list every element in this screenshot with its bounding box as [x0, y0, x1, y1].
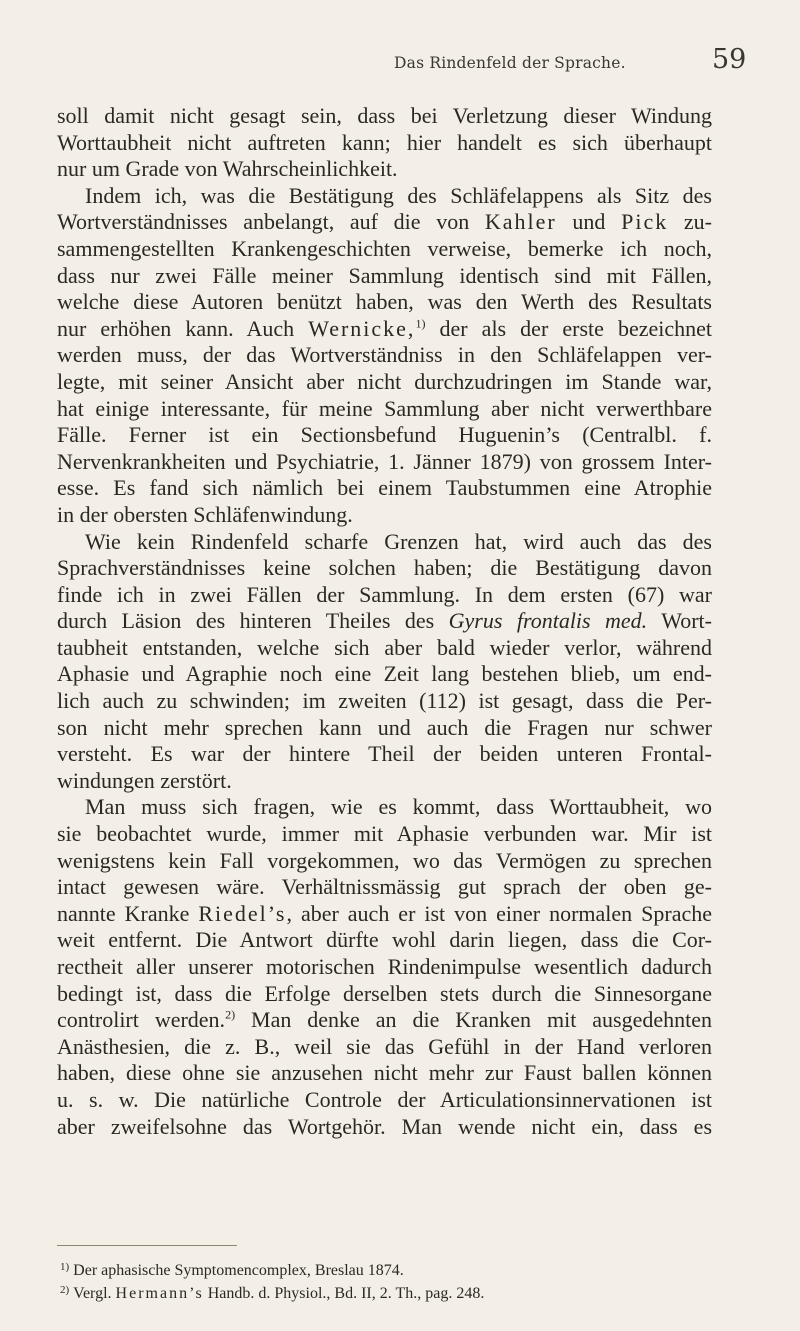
text-line: windungen zerstört. [57, 767, 232, 793]
footnotes [60, 1256, 700, 1302]
page-header [0, 44, 800, 84]
text-line: Nervenkrankheiten und Psychiatrie, 1. Jänner 1879) von grossem Inter- [57, 448, 712, 474]
text-line: esse. Es fand sich nämlich bei einem Taubstummen eine Atrophie [57, 475, 712, 501]
footnote [60, 1256, 700, 1279]
footnote-mark: 2) [60, 1284, 70, 1296]
text-line: legte, mit seiner Ansicht aber nicht durchzudringen im Stande war, [57, 368, 712, 394]
author-name: Hermann’s [115, 1285, 204, 1302]
text-line: wenigstens kein Fall vorgekommen, wo das Vermögen zu sprechen [57, 847, 712, 873]
text-line: Sprachverständnisses keine solchen haben; die Bestätigung davon [57, 555, 712, 581]
footnote-divider [57, 1245, 237, 1246]
text-line: sammengestellten Krankengeschichten verweise, bemerke ich noch, [57, 235, 712, 261]
body-text [57, 103, 712, 1140]
text-line: taubheit entstanden, welche sich aber bald wieder verlor, während [57, 634, 712, 660]
footnote: $^{2)}$ Vergl. Hermann’s Handb. d. Physiol., Bd. II, 2. Th., pag. 248. [60, 1284, 485, 1302]
text-line: welche diese Autoren benützt haben, was den Werth des Resultats [57, 289, 712, 315]
text-line: in der obersten Schläfenwindung. [57, 501, 353, 527]
author-name: Pick [621, 209, 669, 235]
text-line: aber zweifelsohne das Wortgehör. Man wende nicht ein, dass es [57, 1113, 712, 1139]
text-line: son nicht mehr sprechen kann und auch die Fragen nur schwer [57, 714, 712, 740]
text-line: lich auch zu schwinden; im zweiten (112) ist gesagt, dass die Per- [57, 688, 712, 714]
text-line: intact gewesen wäre. Verhältnissmässig gut sprach der oben ge- [57, 874, 712, 900]
paragraph-start-line: Wie kein Rindenfeld scharfe Grenzen hat, wird auch das des [85, 528, 712, 554]
text-line: versteht. Es war der hintere Theil der beiden unteren Frontal- [57, 741, 712, 767]
text-line: durch Läsion des hinteren Theiles des Gyrus frontalis med. Wort- [57, 608, 712, 634]
running-head: Das Rindenfeld der Sprache. [394, 54, 626, 72]
text-line: rectheit aller unserer motorischen Rindenimpulse wesentlich dadurch [57, 954, 712, 979]
footnote-ref: 1) [415, 316, 426, 331]
author-name: Riedel’s [198, 900, 287, 926]
text-line: nur um Grade von Wahrscheinlichkeit. [57, 156, 398, 182]
author-name: Kahler [484, 209, 557, 235]
footnote-ref: 2) [225, 1007, 236, 1022]
text-line: Fälle. Ferner ist ein Sectionsbefund Huguenin’s (Centralbl. f. [57, 422, 712, 448]
paragraph-start-line: Man muss sich fragen, wie es kommt, dass Worttaubheit, wo [85, 794, 712, 820]
text-line: nannte Kranke Riedel’s, aber auch er ist von einer normalen Sprache [57, 900, 712, 926]
text-line: dass nur zwei Fälle meiner Sammlung identisch sind mit Fällen, [57, 262, 712, 288]
text-line: bedingt ist, dass die Erfolge derselben stets durch die Sinnesorgane [57, 980, 712, 1006]
text-line: haben, diese ohne sie anzusehen nicht mehr zur Faust ballen können [57, 1060, 712, 1086]
paragraph-start-line: Indem ich, was die Bestätigung des Schläfelappens als Sitz des [85, 182, 712, 208]
text-line: controlirt werden.$^{2)}$ Man denke an die Kranken mit ausgedehnten [57, 1007, 713, 1033]
text-line: soll damit nicht gesagt sein, dass bei Verletzung dieser Windung [57, 103, 712, 128]
text-line: finde ich in zwei Fällen der Sammlung. In dem ersten (67) war [57, 581, 712, 607]
text-line: sie beobachtet wurde, immer mit Aphasie verbunden war. Mir ist [57, 821, 712, 847]
text-line: Aphasie und Agraphie noch eine Zeit lang bestehen blieb, um end- [57, 661, 712, 687]
text-line: hat einige interessante, für meine Sammlung aber nicht verwerthbare [57, 395, 712, 421]
page-number: 59 [712, 44, 747, 75]
footnote-mark: 1) [60, 1261, 70, 1273]
latin-term: Gyrus frontalis med. [448, 608, 648, 634]
footnote-text: Der aphasische Symptomencomplex, Breslau 1874. [73, 1262, 404, 1279]
author-name: Wernicke, [308, 315, 416, 341]
text-line: nur erhöhen kann. Auch Wernicke,$^{1)}$ der als der erste bezeichnet [57, 315, 712, 341]
text-line: weit entfernt. Die Antwort dürfte wohl darin liegen, dass die Cor- [57, 927, 712, 953]
text-line: Anästhesien, die z. B., weil sie das Gefühl in der Hand verloren [57, 1033, 712, 1059]
text-line: u. s. w. Die natürliche Controle der Articulationsinnervationen ist [57, 1086, 712, 1112]
text-line: Worttaubheit nicht auftreten kann; hier handelt es sich überhaupt [57, 129, 712, 155]
text-line: Wortverständnisses anbelangt, auf die von Kahler und Pick zu- [57, 209, 712, 235]
text-line: werden muss, der das Wortverständniss in den Schläfelappen ver- [57, 342, 712, 368]
